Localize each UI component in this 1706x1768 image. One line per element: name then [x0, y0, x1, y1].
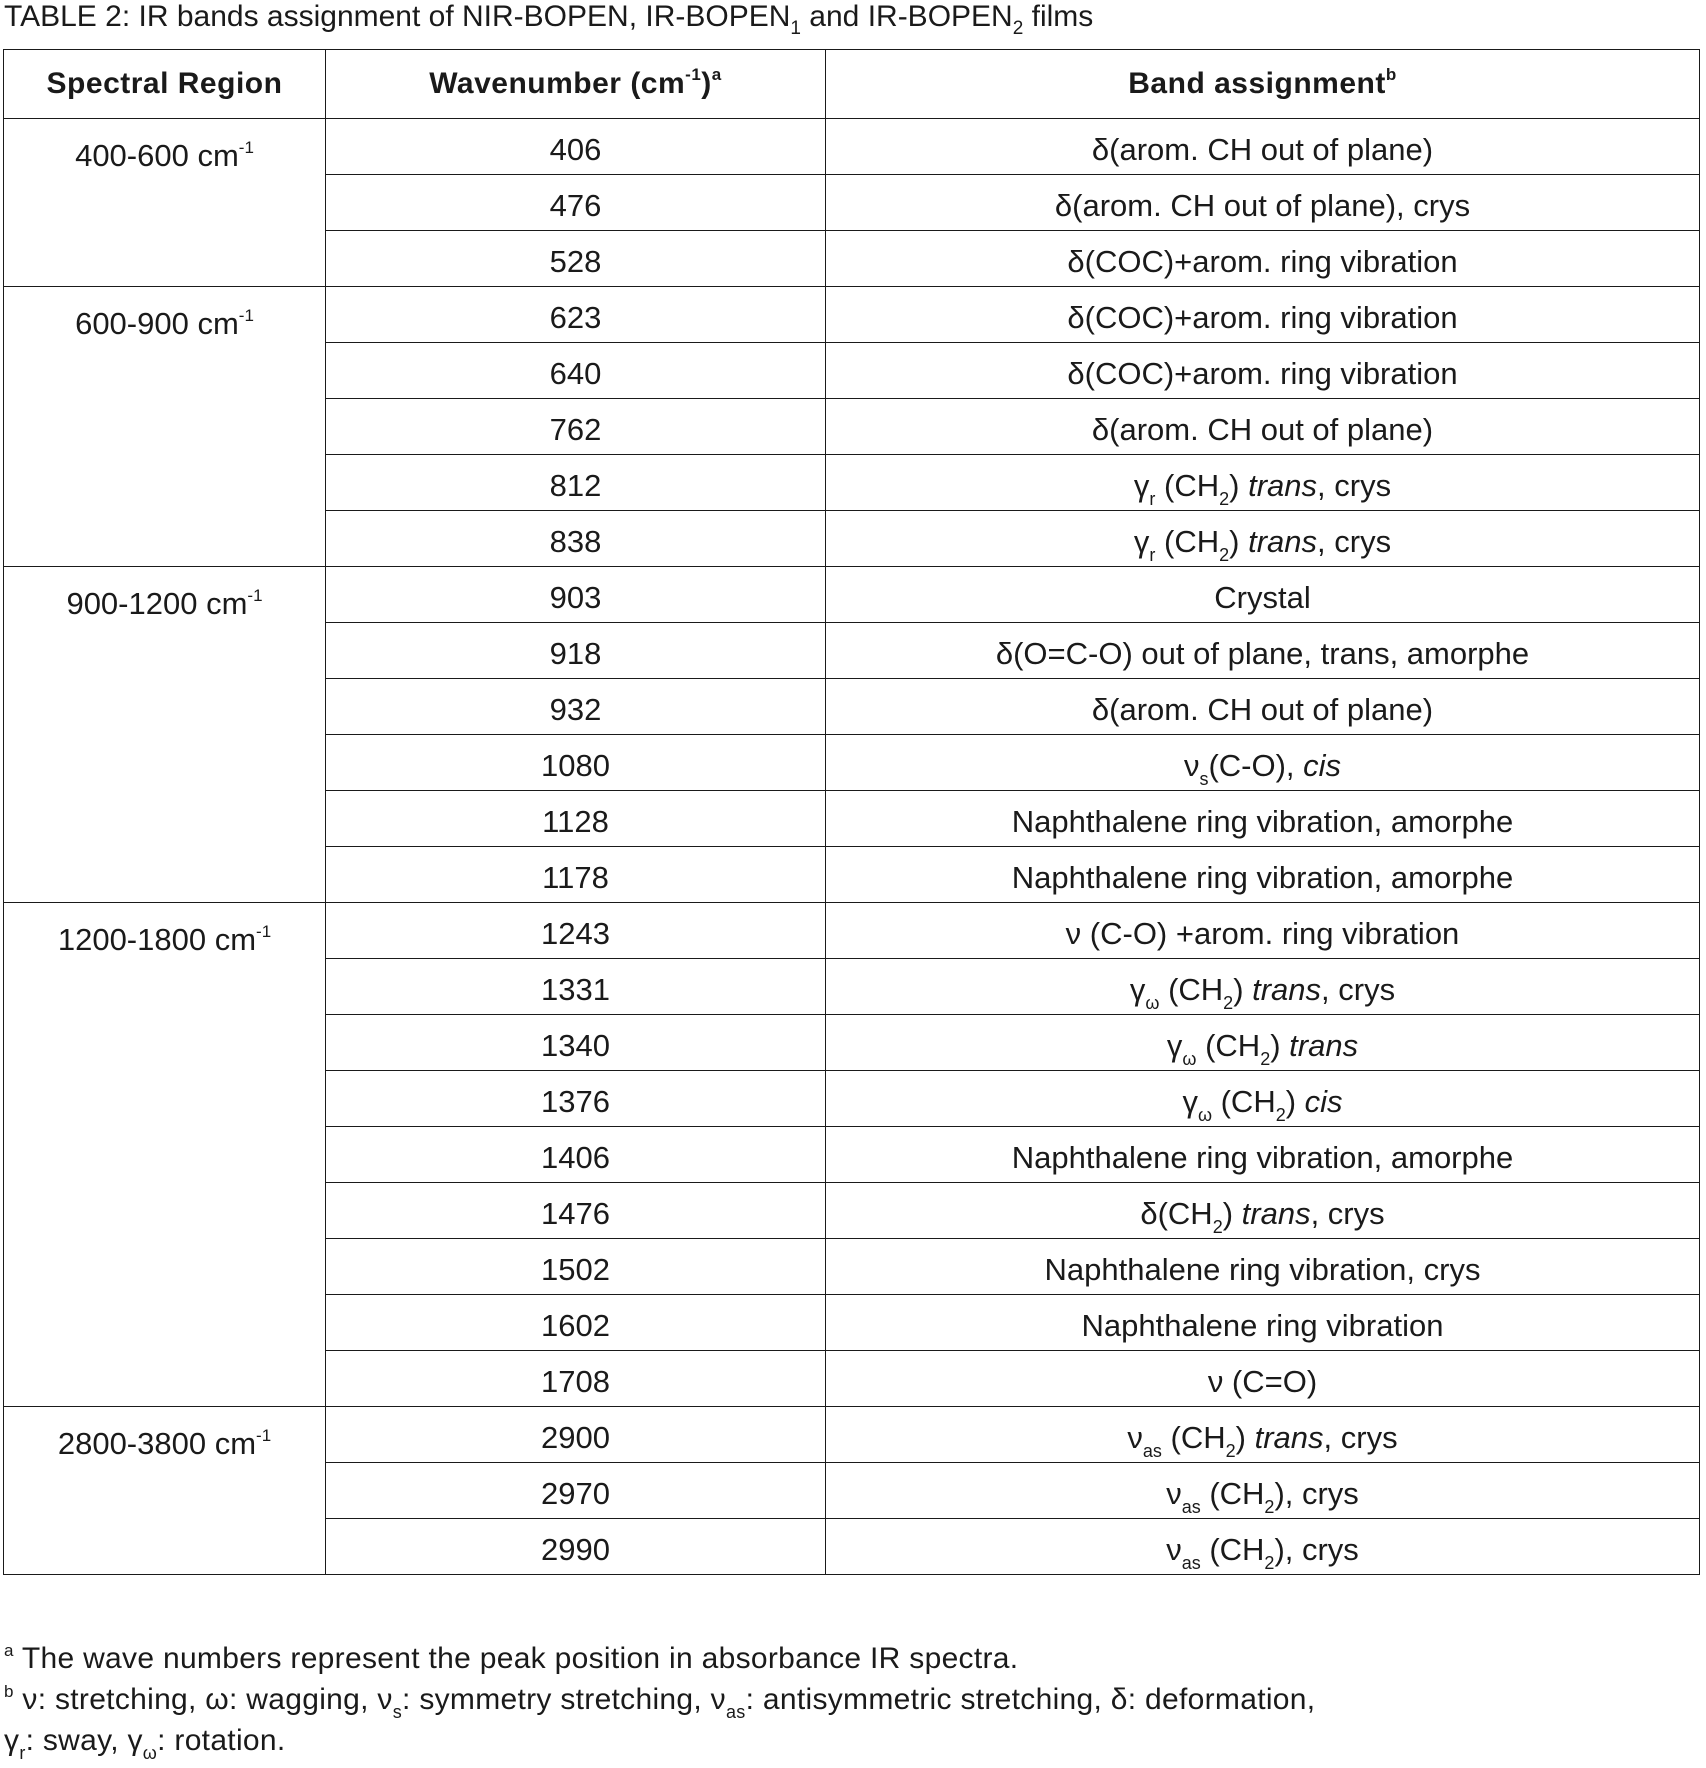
text-run: ν (C=O): [1207, 1363, 1318, 1399]
text-run: δ(arom. CH out of plane): [1091, 131, 1434, 167]
band-assignment-cell: [826, 175, 1700, 231]
text-run: (CH: [1155, 467, 1220, 503]
italic-term: trans: [1289, 1027, 1359, 1063]
wavenumber-cell: 1502: [326, 1239, 826, 1295]
header-wavenumber-footnote-mark: a: [711, 65, 722, 84]
band-assignment-cell: [826, 679, 1700, 735]
spectral-region-cell: [4, 1407, 326, 1575]
text-run: δ(arom. CH out of plane): [1091, 411, 1434, 447]
text-run: , crys: [1323, 1419, 1398, 1455]
spectral-region-label: 600-900 cm: [75, 306, 239, 341]
italic-term: trans: [1248, 467, 1318, 503]
header-spectral-region-label: Spectral Region: [46, 67, 283, 100]
wavenumber-cell: 528: [326, 231, 826, 287]
wavenumber-cell: 1376: [326, 1071, 826, 1127]
wavenumber-cell: 932: [326, 679, 826, 735]
band-assignment-cell: [826, 1071, 1700, 1127]
wavenumber-cell: 1331: [326, 959, 826, 1015]
text-run: δ(COC)+arom. ring vibration: [1067, 299, 1458, 335]
ir-bands-table: [3, 49, 1700, 1575]
table-row: [4, 567, 1700, 623]
subscript: ω: [1145, 992, 1160, 1013]
text-run: : antisymmetric stretching, δ: deformation,: [745, 1683, 1316, 1716]
band-assignment-cell: [826, 847, 1700, 903]
wavenumber-cell: 1080: [326, 735, 826, 791]
spectral-region-label: 1200-1800 cm: [57, 922, 257, 957]
header-wavenumber-label: Wavenumber (cm: [429, 67, 686, 100]
band-assignment-cell: [826, 1519, 1700, 1575]
wavenumber-cell: 762: [326, 399, 826, 455]
wavenumber-cell: 2900: [326, 1407, 826, 1463]
text-run: γ: [1129, 971, 1146, 1007]
text-run: δ(arom. CH out of plane): [1091, 691, 1434, 727]
italic-term: cis: [1303, 747, 1342, 783]
wavenumber-cell: 1406: [326, 1127, 826, 1183]
band-assignment-cell: [826, 231, 1700, 287]
table-header-row: [4, 50, 1700, 119]
spectral-region-cell: [4, 903, 326, 1407]
text-run: , crys: [1317, 523, 1392, 559]
text-run: δ(arom. CH out of plane), crys: [1054, 187, 1471, 223]
wavenumber-cell: 476: [326, 175, 826, 231]
text-run: δ(COC)+arom. ring vibration: [1067, 243, 1458, 279]
footnote-b-line-2: [4, 1724, 286, 1763]
table-body: [4, 119, 1700, 1575]
band-assignment-cell: [826, 1351, 1700, 1407]
text-run: (CH: [1159, 971, 1224, 1007]
band-assignment-cell: [826, 903, 1700, 959]
text-run: δ(COC)+arom. ring vibration: [1067, 355, 1458, 391]
subscript: 2: [1275, 1104, 1286, 1125]
subscript: as: [1181, 1552, 1201, 1573]
italic-term: trans: [1248, 523, 1318, 559]
spectral-region-cell: [4, 119, 326, 287]
wavenumber-cell: 1602: [326, 1295, 826, 1351]
wavenumber-cell: 640: [326, 343, 826, 399]
band-assignment-cell: [826, 735, 1700, 791]
footnote-a: [4, 1638, 1315, 1679]
subscript: ω: [1182, 1048, 1197, 1069]
text-run: : sway, γ: [25, 1724, 143, 1757]
table-row: [4, 903, 1700, 959]
wavenumber-cell: 1128: [326, 791, 826, 847]
subscript: as: [1181, 1496, 1201, 1517]
subscript: r: [1149, 544, 1156, 565]
band-assignment-cell: [826, 623, 1700, 679]
text-run: γ: [1133, 467, 1150, 503]
text-run: Naphthalene ring vibration: [1081, 1307, 1444, 1343]
footnote-a-mark: a: [4, 1641, 14, 1660]
wavenumber-cell: 1178: [326, 847, 826, 903]
band-assignment-cell: [826, 959, 1700, 1015]
text-run: ν: [1166, 1475, 1182, 1511]
spectral-region-exponent: -1: [256, 1426, 272, 1445]
header-band-assignment-footnote-mark: b: [1385, 65, 1397, 84]
wavenumber-cell: 1243: [326, 903, 826, 959]
text-run: , crys: [1317, 467, 1392, 503]
italic-term: trans: [1252, 971, 1322, 1007]
wavenumber-cell: 2970: [326, 1463, 826, 1519]
text-run: γ: [4, 1724, 20, 1757]
wavenumber-cell: 838: [326, 511, 826, 567]
subscript: 2: [1264, 1496, 1275, 1517]
text-run: ν: stretching, ω: wagging, ν: [13, 1683, 393, 1716]
table-row: [4, 119, 1700, 175]
spectral-region-label: 900-1200 cm: [66, 586, 248, 621]
subscript: r: [19, 1743, 26, 1763]
italic-term: trans: [1254, 1419, 1324, 1455]
text-run: Naphthalene ring vibration, amorphe: [1011, 859, 1514, 895]
text-run: ): [1270, 1027, 1290, 1063]
text-run: ν: [1183, 747, 1200, 783]
subscript: 2: [1223, 992, 1234, 1013]
wavenumber-cell: 2990: [326, 1519, 826, 1575]
italic-term: trans: [1241, 1195, 1311, 1231]
band-assignment-cell: [826, 399, 1700, 455]
spectral-region-exponent: -1: [238, 306, 254, 325]
text-run: Naphthalene ring vibration, crys: [1044, 1251, 1481, 1287]
subscript: s: [1199, 768, 1209, 789]
spectral-region-exponent: -1: [238, 138, 254, 157]
wavenumber-cell: 1708: [326, 1351, 826, 1407]
header-spectral-region: [4, 50, 326, 119]
text-run: ν (C-O) +arom. ring vibration: [1065, 915, 1460, 951]
spectral-region-cell: [4, 287, 326, 567]
caption-middle: and IR-BOPEN: [800, 0, 1013, 33]
text-run: , crys: [1321, 971, 1396, 1007]
subscript: ω: [1197, 1104, 1212, 1125]
table-row: [4, 287, 1700, 343]
subscript: ω: [142, 1743, 158, 1763]
text-run: , crys: [1310, 1195, 1385, 1231]
text-run: δ(CH: [1140, 1195, 1213, 1231]
footnote-b: [4, 1679, 1315, 1720]
spectral-region-cell: [4, 567, 326, 903]
wavenumber-cell: 406: [326, 119, 826, 175]
subscript: 2: [1212, 1216, 1223, 1237]
band-assignment-cell: [826, 1015, 1700, 1071]
text-run: ): [1235, 1419, 1255, 1455]
header-band-assignment-label: Band assignment: [1128, 67, 1386, 100]
text-run: (CH: [1161, 1419, 1226, 1455]
footnote-b-continued: [4, 1720, 1315, 1761]
band-assignment-cell: [826, 791, 1700, 847]
text-run: Naphthalene ring vibration, amorphe: [1011, 803, 1514, 839]
text-run: Crystal: [1214, 579, 1311, 615]
caption-sub-2: 2: [1012, 18, 1024, 39]
subscript: as: [725, 1702, 746, 1722]
band-assignment-cell: [826, 1407, 1700, 1463]
wavenumber-cell: 623: [326, 287, 826, 343]
caption-prefix: TABLE 2: IR bands assignment of NIR-BOPEN, IR-BOPEN: [4, 0, 791, 33]
subscript: 2: [1260, 1048, 1271, 1069]
band-assignment-cell: [826, 567, 1700, 623]
footnotes: [4, 1638, 1315, 1761]
subscript: 2: [1225, 1440, 1236, 1461]
subscript: as: [1142, 1440, 1162, 1461]
text-run: ), crys: [1274, 1475, 1359, 1511]
subscript: 2: [1219, 488, 1230, 509]
footnote-a-text: The wave numbers represent the peak position in absorbance IR spectra.: [13, 1642, 1019, 1675]
wavenumber-cell: 812: [326, 455, 826, 511]
text-run: ): [1222, 1195, 1242, 1231]
subscript: r: [1149, 488, 1156, 509]
header-band-assignment: [826, 50, 1700, 119]
text-run: δ(O=C-O) out of plane, trans, amorphe: [995, 635, 1530, 671]
text-run: Naphthalene ring vibration, amorphe: [1011, 1139, 1514, 1175]
footnote-b-line-1: [13, 1683, 1316, 1722]
wavenumber-cell: 918: [326, 623, 826, 679]
wavenumber-cell: 1340: [326, 1015, 826, 1071]
subscript: 2: [1264, 1552, 1275, 1573]
text-run: γ: [1133, 523, 1150, 559]
text-run: ): [1233, 971, 1253, 1007]
band-assignment-cell: [826, 1127, 1700, 1183]
text-run: (CH: [1196, 1027, 1261, 1063]
text-run: (CH: [1200, 1475, 1265, 1511]
spectral-region-label: 400-600 cm: [75, 138, 239, 173]
text-run: γ: [1166, 1027, 1183, 1063]
wavenumber-cell: 903: [326, 567, 826, 623]
caption-sub-1: 1: [790, 18, 801, 39]
header-wavenumber-close: ): [701, 67, 712, 100]
band-assignment-cell: [826, 511, 1700, 567]
text-run: ): [1285, 1083, 1305, 1119]
band-assignment-cell: [826, 1463, 1700, 1519]
footnote-b-mark: b: [4, 1682, 14, 1701]
text-run: ): [1229, 523, 1249, 559]
spectral-region-exponent: -1: [247, 586, 263, 605]
header-wavenumber-exponent: -1: [685, 65, 702, 84]
subscript: 2: [1219, 544, 1230, 565]
band-assignment-cell: [826, 455, 1700, 511]
subscript: s: [392, 1702, 403, 1722]
table-row: [4, 1407, 1700, 1463]
band-assignment-cell: [826, 343, 1700, 399]
text-run: (CH: [1200, 1531, 1265, 1567]
header-wavenumber: [326, 50, 826, 119]
text-run: : symmetry stretching, ν: [402, 1683, 726, 1716]
text-run: : rotation.: [157, 1724, 286, 1757]
text-run: γ: [1182, 1083, 1198, 1119]
band-assignment-cell: [826, 1239, 1700, 1295]
text-run: ): [1229, 467, 1249, 503]
caption-suffix: films: [1023, 0, 1094, 33]
spectral-region-exponent: -1: [256, 922, 272, 941]
text-run: ν: [1127, 1419, 1143, 1455]
italic-term: cis: [1304, 1083, 1343, 1119]
band-assignment-cell: [826, 1295, 1700, 1351]
text-run: (C-O),: [1208, 747, 1304, 783]
spectral-region-label: 2800-3800 cm: [57, 1426, 257, 1461]
table-caption: [4, 0, 1094, 39]
band-assignment-cell: [826, 287, 1700, 343]
text-run: (CH: [1155, 523, 1220, 559]
text-run: ), crys: [1274, 1531, 1359, 1567]
text-run: (CH: [1212, 1083, 1276, 1119]
band-assignment-cell: [826, 119, 1700, 175]
wavenumber-cell: 1476: [326, 1183, 826, 1239]
text-run: ν: [1166, 1531, 1182, 1567]
band-assignment-cell: [826, 1183, 1700, 1239]
